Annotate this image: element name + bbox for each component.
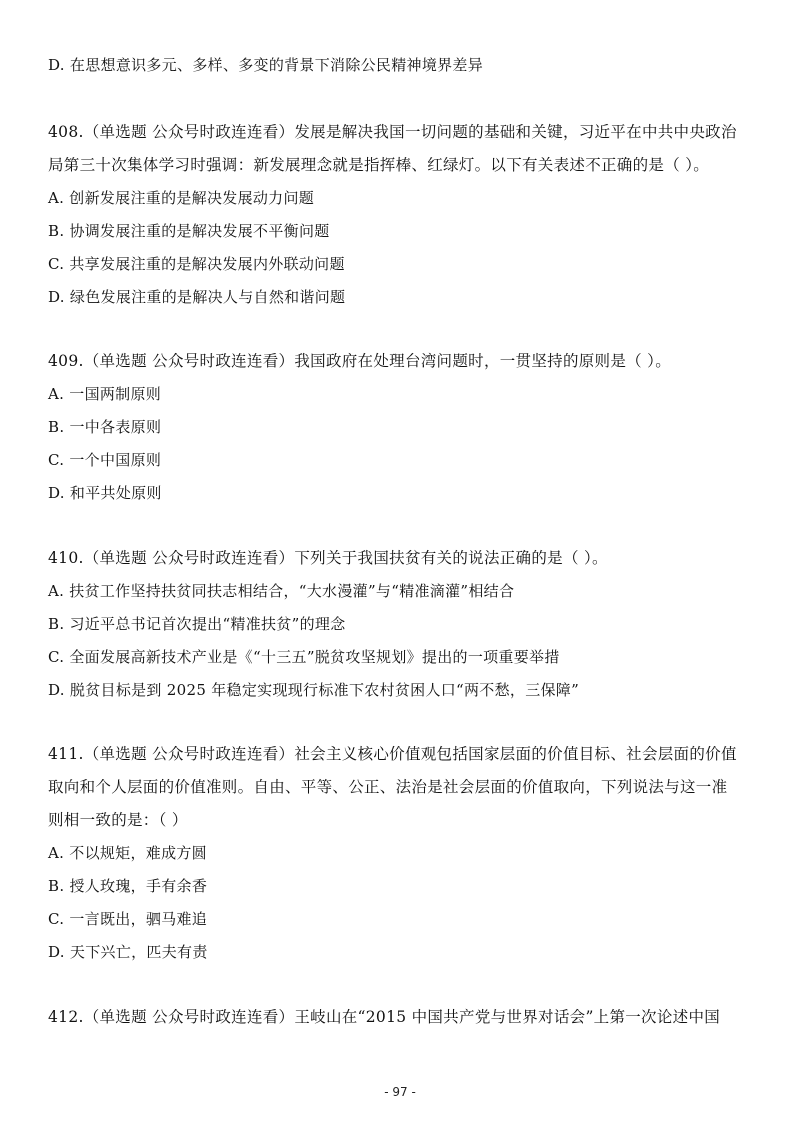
page-number: - 97 - <box>384 1085 416 1099</box>
question-411-option-c: C. 一言既出，驷马难追 <box>48 910 208 928</box>
question-411-option-d: D. 天下兴亡，匹夫有责 <box>48 943 208 961</box>
question-408-option-c: C. 共享发展注重的是解决发展内外联动问题 <box>48 255 345 273</box>
question-411-stem-line-1: 411.（单选题 公众号时政连连看）社会主义核心价值观包括国家层面的价值目标、社会层面的价值 <box>48 745 737 763</box>
question-411-option-b: B. 授人玫瑰，手有余香 <box>48 877 208 895</box>
question-410-stem-line-1: 410.（单选题 公众号时政连连看）下列关于我国扶贫有关的说法正确的是（ ）。 <box>48 549 608 567</box>
question-409-stem-line-1: 409.（单选题 公众号时政连连看）我国政府在处理台湾问题时，一贯坚持的原则是（ ）。 <box>48 352 672 370</box>
question-412-stem-line-1: 412.（单选题 公众号时政连连看）王岐山在“2015 中国共产党与世界对话会”上第一次论述中国 <box>48 1008 721 1026</box>
question-409-option-a: A. 一国两制原则 <box>48 385 162 403</box>
question-410-option-b: B. 习近平总书记首次提出“精准扶贫”的理念 <box>48 615 346 633</box>
question-411-stem-line-3: 则相一致的是：（ ） <box>48 811 188 829</box>
question-408-option-a: A. 创新发展注重的是解决发展动力问题 <box>48 189 315 207</box>
question-411-stem-line-2: 取向和个人层面的价值准则。自由、平等、公正、法治是社会层面的价值取向，下列说法与这一准 <box>48 778 728 796</box>
question-409-option-c: C. 一个中国原则 <box>48 451 162 469</box>
question-409-option-d: D. 和平共处原则 <box>48 484 162 502</box>
question-408-stem-line-2: 局第三十次集体学习时强调：新发展理念就是指挥棒、红绿灯。以下有关表述不正确的是（ ）。 <box>48 156 710 174</box>
question-409-option-b: B. 一中各表原则 <box>48 418 162 436</box>
question-408-option-b: B. 协调发展注重的是解决发展不平衡问题 <box>48 222 330 240</box>
question-410-option-c: C. 全面发展高新技术产业是《“十三五”脱贫攻坚规划》提出的一项重要举措 <box>48 648 560 666</box>
question-408-option-d: D. 绿色发展注重的是解决人与自然和谐问题 <box>48 288 346 306</box>
question-410-option-a: A. 扶贫工作坚持扶贫同扶志相结合，“大水漫灌”与“精准滴灌”相结合 <box>48 582 515 600</box>
question-407-option-d: D. 在思想意识多元、多样、多变的背景下消除公民精神境界差异 <box>48 56 484 74</box>
question-408-stem-line-1: 408.（单选题 公众号时政连连看）发展是解决我国一切问题的基础和关键，习近平在中共中央政治 <box>48 123 737 141</box>
question-411-option-a: A. 不以规矩，难成方圆 <box>48 844 207 862</box>
question-410-option-d: D. 脱贫目标是到 2025 年稳定实现现行标准下农村贫困人口“两不愁，三保障” <box>48 681 580 699</box>
